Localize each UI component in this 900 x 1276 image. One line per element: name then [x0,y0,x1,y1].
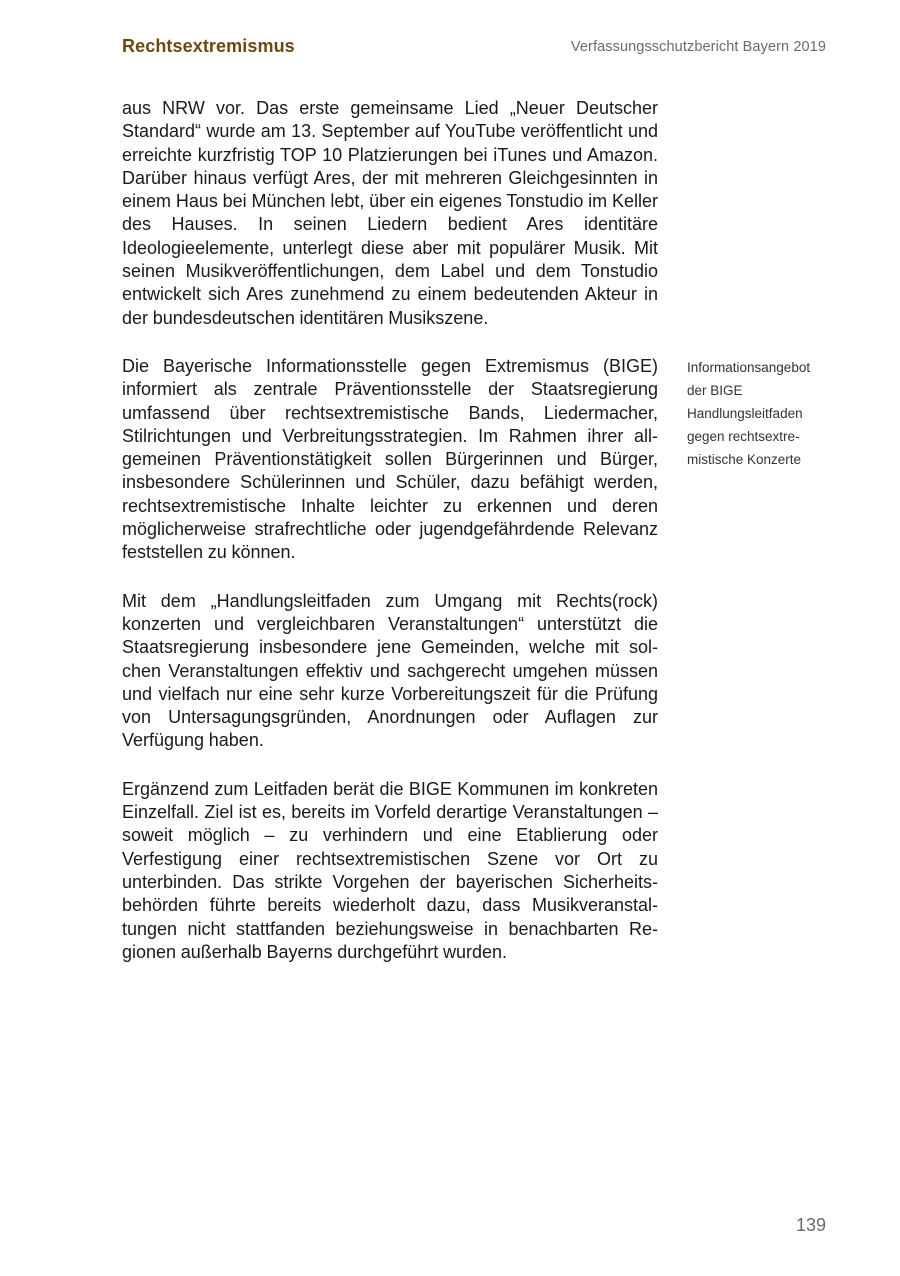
margin-note-line: gegen rechtsextre- [687,429,800,444]
section-title: Rechtsextremismus [122,36,295,56]
paragraph-handlungsleitfaden: Mit dem „Handlungsleitfaden zum Umgang mit Rechts(rock) konzerten und vergleichbaren Veranstaltungen“ unterstützt die Staatsregierung insbesondere jene Gemeinden, welche mit solchen Veranstaltungen effektiv und sachgerecht umgehen müssen und vielfach nur eine sehr kurze Vorbereitungszeit für die Prüfung von Untersagungsgründen, Anordnungen oder Auflagen zur Verfügung haben. [122,590,658,751]
margin-note-line: mistische Konzerte [687,452,802,467]
margin-note-line: Handlungsleitfaden [687,406,803,421]
paragraph-bige-advice: Ergänzend zum Leitfaden berät die BIGE Kommunen im konkreten Einzelfall. Ziel ist es, bereits im Vorfeld derartige Veranstaltungen – soweit möglich – zu verhindern und eine Etablierung oder Verfestigung einer rechtsextremistischen Szene vor Ort zu unterbinden. Das strikte Vorgehen der bayerischen Sicherheitsbehörden führte bereits wiederholt dazu, dass Musikveranstaltungen nicht stattfanden beziehungsweise in benachbarten Regionen außerhalb Bayerns durchgeführt wurden. [122,778,658,962]
paragraph-bige-information: Die Bayerische Informationsstelle gegen Extremismus (BIGE) informiert als zentrale Präventionsstelle der Staatsregierung umfassend über rechtsextremistische Bands, Liedermacher, Stilrichtungen und Verbreitungsstrategien. Im Rahmen ihrer allgemeinen Präventionstätigkeit sollen Bürgerinnen und Bürger, insbesondere Schülerinnen und Schüler, dazu befähigt werden, rechtsextremistische Inhalte leichter zu erkennen und deren möglicherweise strafrechtliche oder jugendgefährdende Relevanz feststellen zu können. [122,355,658,563]
paragraph-ares-music: aus NRW vor. Das erste gemeinsame Lied „Neuer Deutscher Standard“ wurde am 13. September auf YouTube veröffentlicht und erreichte kurzfristig TOP 10 Platzierungen bei iTunes und Amazon. Darüber hinaus verfügt Ares, der mit mehreren Gleichgesinnten in einem Haus bei München lebt, über ein eigenes Tonstudio im Keller des Hauses. In seinen Liedern bedient Ares identitäre Ideologieelemente, unterlegt diese aber mit populärer Musik. Mit seinen Musikveröffentlichungen, dem Label und dem Tonstudio entwickelt sich Ares zunehmend zu einem bedeutenden Akteur in der bundesdeutschen identitären Musikszene. [122,98,658,328]
margin-note-line: der BIGE [687,383,743,398]
page-number: 139 [795,1215,826,1235]
margin-note [687,356,847,471]
body-text-column [122,97,658,989]
margin-note-line: Informationsangebot [687,360,811,375]
publication-title: Verfassungsschutzbericht Bayern 2019 [570,39,826,55]
